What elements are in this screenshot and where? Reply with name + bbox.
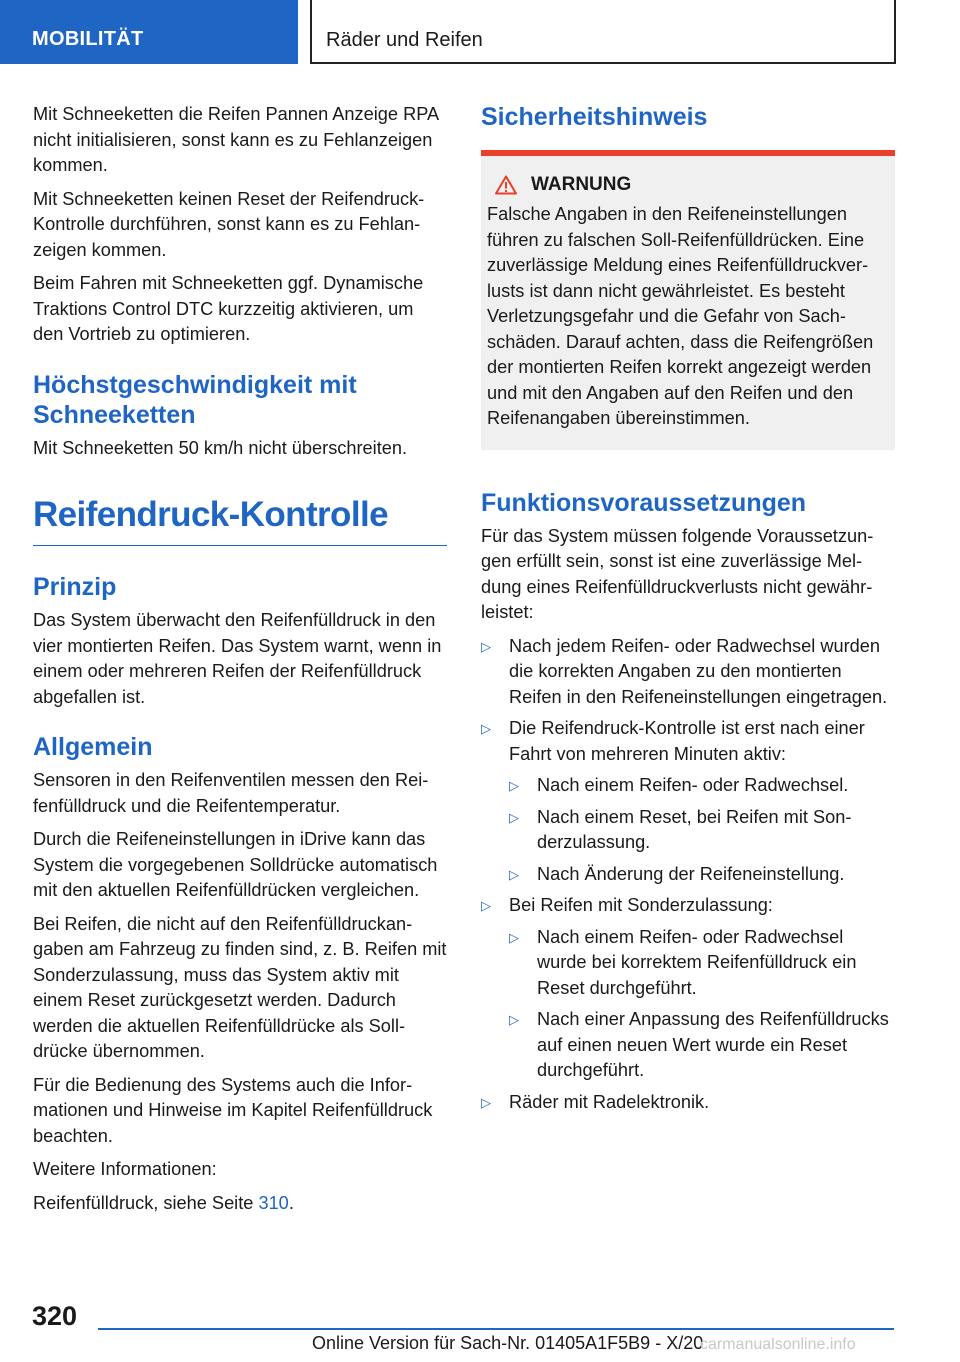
paragraph: Mit Schneeketten keinen Reset der Reifendruck-Kontrolle durchführen, sonst kann es zu Fehlanzeigen kommen. [33, 188, 425, 260]
chapter-label: Räder und Reifen [326, 29, 483, 51]
page-link[interactable]: 310 [258, 1192, 289, 1213]
list-item-text: Bei Reifen mit Sonderzulassung: [509, 895, 773, 915]
list-item [481, 1090, 895, 1116]
triangle-bullet-icon: ▷ [481, 1094, 491, 1110]
list-item [481, 716, 895, 887]
paragraph: Bei Reifen, die nicht auf den Reifenfülldruckangaben am Fahrzeug zu finden sind, z. B. Reifen mit Sonderzulassung, muss das System aktiv mit einem Reset zurückgesetzt werden. Dadurch werden die aktuellen Reifenfülldrücke als Solldrücke übernommen. [33, 913, 447, 1061]
warning-label: WARNUNG [531, 174, 632, 195]
triangle-bullet-icon: ▷ [509, 809, 519, 825]
triangle-bullet-icon: ▷ [509, 1012, 519, 1027]
paragraph: Beim Fahren mit Schneeketten ggf. Dynamische Traktions Control DTC kurzzeitig aktivieren, um den Vortrieb zu optimieren. [33, 273, 424, 344]
heading-speed: Höchstgeschwindigkeit mit Schneeketten [33, 370, 357, 429]
paragraph: Für die Bedienung des Systems auch die Informationen und Hinweise im Kapitel Reifenfülldruck beachten. [33, 1074, 433, 1146]
paragraph: Sensoren in den Reifenventilen messen den Reifenfülldruck und die Reifentemperatur. [33, 770, 429, 816]
right-column [481, 102, 895, 1121]
reference-text: Reifenfülldruck, siehe Seite [33, 1192, 259, 1213]
list-item [509, 925, 895, 1002]
list-item [509, 773, 895, 799]
warning-header [487, 174, 887, 196]
list-item [481, 634, 895, 711]
requirements-list [481, 634, 895, 1116]
heading-safety: Sicherheitshinweis [481, 103, 708, 131]
heading-prinzip: Prinzip [33, 573, 117, 601]
triangle-bullet-icon: ▷ [509, 929, 519, 945]
list-item-text: Nach einer Anpassung des Reifenfülldrucks auf einen neuen Wert wurde ein Reset durchgeführt. [537, 1009, 889, 1080]
warning-box [481, 150, 895, 450]
left-column [33, 102, 447, 1224]
warning-triangle-icon [495, 175, 517, 195]
list-item [509, 1007, 895, 1084]
triangle-bullet-icon: ▷ [481, 721, 491, 736]
footer-divider [98, 1328, 894, 1330]
paragraph: Durch die Reifeneinstellungen in iDrive kann das System die vorgegebenen Solldrücke automatisch mit den aktuellen Reifenfülldrücken vergleichen. [33, 829, 438, 900]
list-item-text: Nach einem Reset, bei Reifen mit Sonderzulassung. [537, 806, 852, 852]
paragraph: Für das System müssen folgende Voraussetzungen erfüllt sein, sonst ist eine zuverlässige Meldung eines Reifenfülldruckverlusts nicht gewährleistet: [481, 525, 874, 622]
paragraph: Das System überwacht den Reifenfülldruck in den vier montierten Reifen. Das System warnt, wenn in einem oder mehreren Reifen der Reifenfülldruck abgefallen ist. [33, 610, 442, 707]
sub-list [509, 925, 895, 1084]
list-item [481, 893, 895, 1084]
chapter-header [310, 0, 896, 64]
section-label: MOBILITÄT [32, 28, 144, 50]
paragraph-reference [33, 1191, 447, 1217]
list-item-text: Nach einem Reifen- oder Radwechsel. [537, 775, 849, 795]
heading-allgemein: Allgemein [33, 733, 153, 761]
list-item [509, 805, 895, 856]
list-item-text: Nach jedem Reifen- oder Radwechsel wurden die korrekten Angaben zu den montierten Reifen in den Reifeneinstellungen eingetragen. [509, 635, 888, 707]
watermark: carmanualsonline.info [700, 1336, 856, 1353]
list-item-text: Nach Änderung der Reifeneinstellung. [537, 863, 845, 884]
triangle-bullet-icon: ▷ [481, 898, 491, 913]
list-item-text: Die Reifendruck-Kontrolle ist erst nach einer Fahrt von mehreren Minuten aktiv: [509, 718, 865, 764]
triangle-bullet-icon: ▷ [481, 638, 491, 654]
sub-list [509, 773, 895, 887]
chapter-title: Reifendruck-Kontrolle [33, 495, 447, 546]
list-item-text: Räder mit Radelektronik. [509, 1091, 710, 1112]
heading-functions: Funktionsvoraussetzungen [481, 488, 807, 517]
footer-version: Online Version für Sach-Nr. 01405A1F5B9 - X/20 [312, 1333, 704, 1353]
paragraph: Mit Schneeketten 50 km/h nicht überschreiten. [33, 437, 408, 458]
section-tab [0, 0, 298, 64]
paragraph: Weitere Informationen: [33, 1159, 217, 1179]
list-item [509, 862, 895, 888]
list-item-text: Nach einem Reifen- oder Radwechsel wurde bei korrektem Reifenfülldruck ein Reset durchgeführt. [537, 926, 857, 998]
triangle-bullet-icon: ▷ [509, 778, 519, 793]
warning-text: Falsche Angaben in den Reifeneinstellungen führen zu falschen Soll-Reifenfülldrücken. Eine zuverlässige Meldung eines Reifenfülldruckverlusts ist dann nicht gewährleistet. Es besteht Verletzungsgefahr und die Gefahr von Sachschäden. Darauf achten, dass die Reifengrößen der montierten Reifen korrekt angezeigt werden und mit den Angaben auf den Reifen und den Reifenangaben übereinstimmen. [487, 204, 874, 428]
reference-end: . [288, 1192, 294, 1213]
triangle-bullet-icon: ▷ [509, 866, 519, 882]
page-number: 320 [32, 1301, 78, 1331]
paragraph: Mit Schneeketten die Reifen Pannen Anzeige RPA nicht initialisieren, sonst kann es zu Fehlanzeigen kommen. [33, 104, 439, 175]
